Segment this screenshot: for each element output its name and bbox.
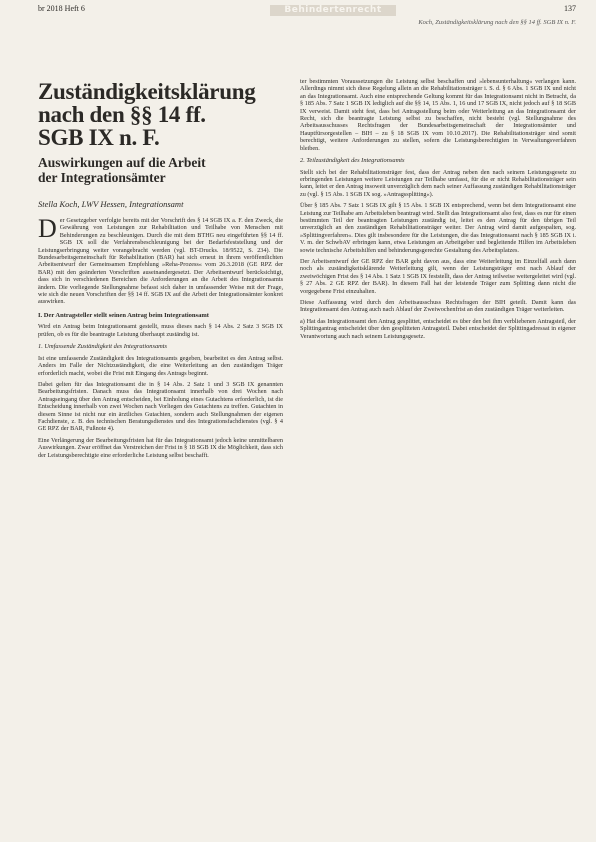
title-line: nach den §§ 14 ff.: [38, 102, 206, 127]
subtitle-line: der Integrationsämter: [38, 170, 166, 185]
intro-text: er Gesetzgeber verfolgte bereits mit der Vorschrift des § 14 SGB IX a. F. den Zweck, die Gewährung von Leistungen zur Rehabilitation und Teilhabe von Menschen mit Behinderungen zu beschleunigen. Durch die mit dem BTHG neu eingeführten §§ 14 ff. SGB IX soll die Verfahrensbeschleunigung bei der Bedarfsfeststellung und der Leistungserbringung weiter vorangebracht werden (vgl. BT-Drucks. 18/9522, S. 234). Die Bundesarbeitsgemeinschaft für Rehabilitation (BAR) hat sich erneut in ihrem veröffentlichten Arbeitsentwurf der Gemeinsamen Empfehlung »Reha-Prozess« vom 26.3.2018 (GE RPZ der BAR) mit den geänderten Vorschriften auseinandergesetzt. Der Arbeitsentwurf berücksichtigt, dass sich in verschiedenen Bereichen die Anforderungen an die Arbeit des Integrationsamts ändern. Die vorliegende Stellungnahme befasst sich daher in umfassender Weise mit der Frage, wie sich die neuen Vorschriften der §§ 14 ff. SGB IX auf die Arbeit der Integrationsämter konkret auswirken.: [38, 217, 283, 306]
extension-paragraph: Eine Verlängerung der Bearbeitungsfristen hat für das Integrationsamt jedoch keine unmittelbaren Auswirkungen. Zwar eröffnet das Verstreichen der Frist in § 18 SGB IX die Möglichkeit, dass sich der Leistungsberechtigte eine erforderliche Leistung selbst beschafft.: [38, 436, 283, 459]
article-title: [38, 80, 283, 149]
page-number: 137: [564, 4, 576, 13]
subsection-heading: 1. Umfassende Zuständigkeit des Integrationsamts: [38, 343, 168, 351]
continued-paragraph: ter bestimmten Voraussetzungen die Leistung selbst beschaffen und »lebensunterhaltung« verlangen kann. Allerdings nimmt sich diese Regelung allein an die Rehabilitationsträger i. S. d. § 6 Abs. 1 SGB IX und nicht an das Integrationsamt. Auch eine entsprechende Geltung kommt für das Integrationsamt nicht in Betracht, da § 185 Abs. 7 Satz 1 SGB IX lediglich auf die §§ 14, 15 Abs. 1, 16 und 17 SGB IX, nicht jedoch auf § 18 SGB IX verweist. Damit steht fest, dass bei Antragsstellung beim oder Weiterleitung an das Integrationsamt der Recht, sich die beantragte Leistung selbst zu beschaffen, nicht besteht (vgl. Stellungnahme des Arbeitsausschusses Rechtsfragen der Bundesarbeitsgemeinschaft der Integrationsämter und Hauptfürsorgestellen – BIH – zu § 18 SGB IX vom 10.10.2017). Die Rehabilitationsträger sind somit berechtigt, weitere Anforderungen zu stellen, sofern die Leistungsberechtigten in Verwaltungsverfahren bleiben.: [300, 78, 576, 152]
author-line: Stella Koch, LWV Hessen, Integrationsamt: [38, 199, 184, 209]
intro-paragraph: [38, 214, 283, 306]
right-column: [300, 78, 576, 835]
left-column: [38, 80, 283, 835]
title-line: SGB IX n. F.: [38, 125, 160, 150]
bar-paragraph: Der Arbeitsentwurf der GE RPZ der BAR geht davon aus, dass eine Weiterleitung im Einzelfall auch dann noch als zuständigkeitsklärende Weiterleitung gilt, wenn der Leistungsträger erst nach Ablauf der zweiwöchigen Frist des § 14 Abs. 1 Satz 1 SGB IX feststellt, dass der Antrag teilweise weitergeleitet wird (vgl. § 27 Abs. 2 GE RPZ der BAR). In diesem Fall hat der leistende Träger zum Splitting dann nicht die vorgegebene Frist einzuhalten.: [300, 258, 576, 295]
deadline-paragraph: Dabei gelten für das Integrationsamt die in § 14 Abs. 2 Satz 1 und 3 SGB IX genannten Bearbeitungsfristen. Danach muss das Integrationsamt innerhalb von drei Wochen nach Antragseingang über den Antrag entscheiden, bei Einholung eines Gutachtens erforderlich, ist die Entscheidung innerhalb von zwei Wochen nach Vorliegen des Gutachtens zu treffen. Gutachten in diesem Sinne ist nicht nur ein ärztliches Gutachten, sondern auch Stellungnahmen der eigenen Fachdienste, z. B. des technischen Beratungsdienstes und des Integrationsfachdienstes (vgl. § 4 GE RPZ der BAR, Fußnote 4).: [38, 380, 283, 433]
title-line: Zuständigkeitsklärung: [38, 80, 256, 104]
item-a-paragraph: a) Hat das Integrationsamt den Antrag gesplittet, entscheidet es über den bei ihm verbliebenen Antragsteil, der Splittingantrag entscheidet über den gesplitteten Antragsteil. Dabei entscheidet der Splittingadressat in eigener Verantwortung auch nach seinem Leistungsgesetz.: [300, 317, 576, 340]
subsection-paragraph: Ist eine umfassende Zuständigkeit des Integrationsamts gegeben, bearbeitet es den Antrag selbst. Anders im Falle der Nichtzuständigkeit, die eine Weiterleitung an den zuständigen Träger erforderlich macht, wobei die Frist mit Eingang des Antrags beginnt.: [38, 354, 283, 377]
drop-cap: D: [38, 214, 57, 243]
subtitle-line: Auswirkungen auf die Arbeit: [38, 155, 206, 170]
subsection-heading: 2. Teilzuständigkeit des Integrationsamts: [300, 157, 405, 165]
section-band: Behindertenrecht: [270, 5, 396, 16]
issue-label: br 2018 Heft 6: [38, 4, 85, 13]
section-paragraph: Wird ein Antrag beim Integrationsamt gestellt, muss dieses nach § 14 Abs. 2 Satz 3 SGB IX prüfen, ob es für die beantragte Leistung überhaupt zuständig ist.: [38, 323, 283, 338]
running-title: Koch, Zuständigkeitsklärung nach den §§ 14 ff. SGB IX n. F.: [418, 19, 576, 26]
splitting-paragraph: Über § 185 Abs. 7 Satz 1 SGB IX gilt § 15 Abs. 1 SGB IX entsprechend, wenn bei dem Integrationsamt eine Leistung zur Teilhabe am Arbeitsleben beantragt wird. Stellt das Integrationsamt also fest, dass es nur für einen bestimmten Teil der beantragten Leistungen zuständig ist, leitet es den Antrag für den übrigen Teil unverzüglich an den zuständigen Rehabilitationsträger weiter. Der Antrag wird damit aufgespalten, sog. »Splittingverfahren«. Dies gilt insbesondere für die Leistungen, die das Integrationsamt nach § 185 SGB IX i. V. m. der SchwbAV erbringen kann, etwa Leistungen an Arbeitgeber und begleitende Hilfen im Arbeitsleben sowie technische Arbeitshilfen und behinderungsgerechte Gestaltung des Arbeitsplatzes.: [300, 202, 576, 254]
page-header: [38, 4, 576, 34]
subsection-paragraph: Stellt sich bei der Rehabilitationsträger fest, dass der Antrag neben den nach seinem Leistungsgesetz zu erbringenden Leistungen weitere Leistungen zur Teilhabe umfasst, für die er nicht Rehabilitationsträger sein kann, leitet er den Antrag insoweit unverzüglich dem nach seiner Auffassung zuständigen Rehabilitationsträger zu (vgl. § 15 Abs. 1 SGB IX sog. »Antragssplitting«).: [300, 168, 576, 198]
article-subtitle: [38, 155, 283, 185]
section-heading: I. Der Antragsteller stellt seinen Antrag beim Integrationsamt: [38, 311, 209, 319]
view-paragraph: Diese Auffassung wird durch den Arbeitsausschuss Rechtsfragen der BIH geteilt. Damit kann das Integrationsamt den Antrag auch nach Ablauf der Zweiwochenfrist an den zuständigen Träger weiterleiten.: [300, 299, 576, 314]
